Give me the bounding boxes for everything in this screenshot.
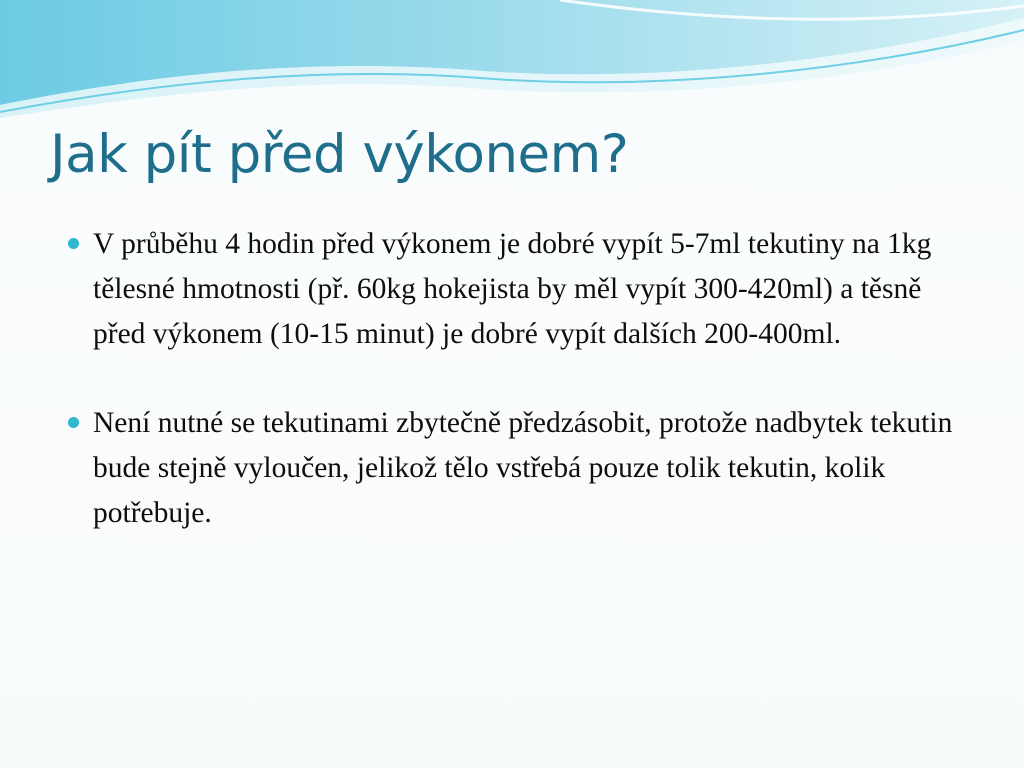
bullet-item xyxy=(60,401,970,536)
bullet-text: Není nutné se tekutinami zbytečně předzásobit, protože nadbytek tekutin bude stejně vyloučen, jelikož tělo vstřebá pouze tolik tekutin, kolik potřebuje. xyxy=(93,407,953,529)
bullet-dot-icon xyxy=(68,238,79,249)
bullet-dot-icon xyxy=(68,417,79,428)
bullet-text: V průběhu 4 hodin před výkonem je dobré vypít 5-7ml tekutiny na 1kg tělesné hmotnosti (př. 60kg hokejista by měl vypít 300-420ml) a těsně před výkonem (10-15 minut) je dobré vypít dalších 200-400ml. xyxy=(93,228,932,350)
slide-title: Jak pít před výkonem? xyxy=(50,124,629,185)
bullet-item xyxy=(60,222,970,357)
bullet-list xyxy=(60,222,970,536)
header-wave-decoration xyxy=(0,0,1024,130)
